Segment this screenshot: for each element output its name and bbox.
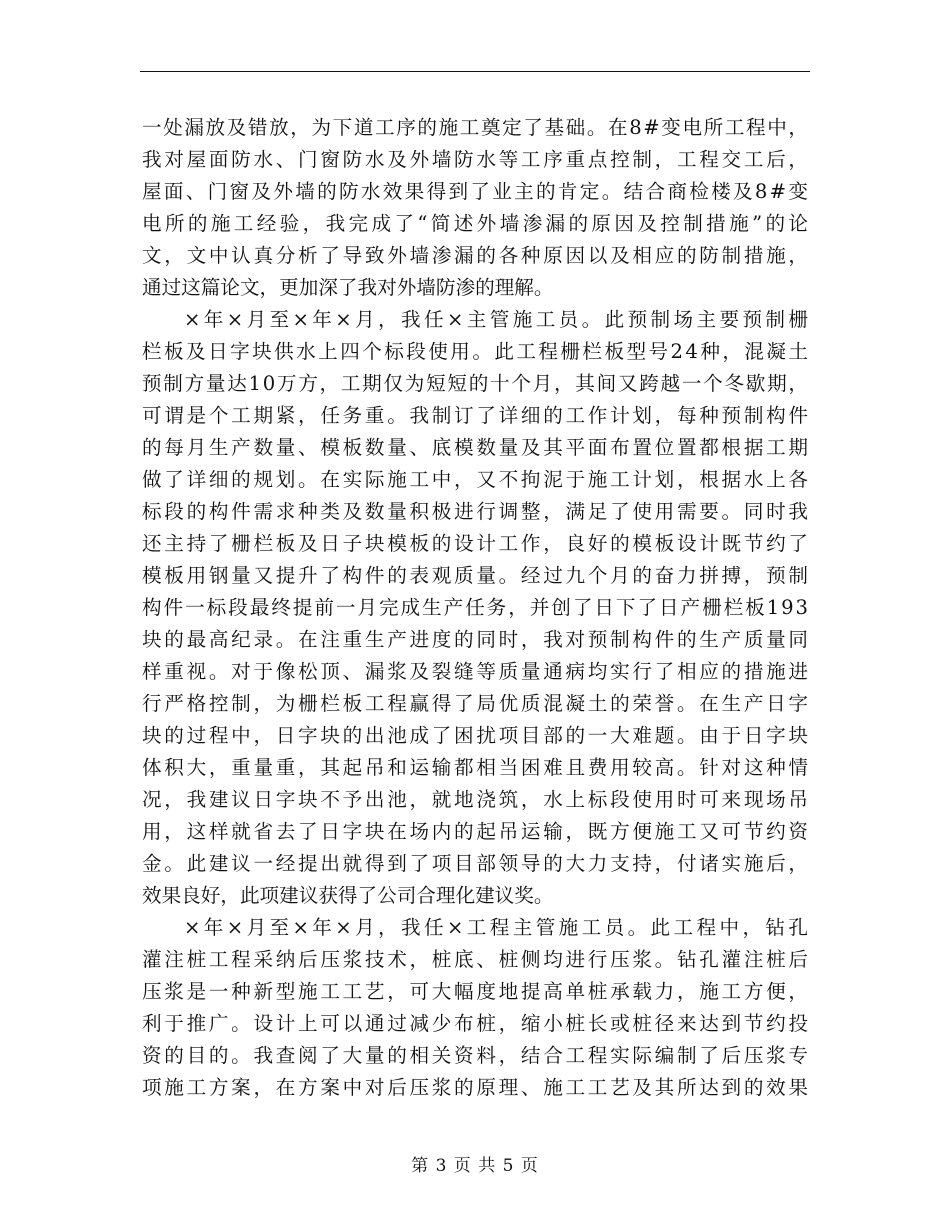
text-line: 样重视。对于像松顶、漏浆及裂缝等质量通病均实行了相应的措施进 [142,660,811,683]
text-line: 利于推广。设计上可以通过减少布桩，缩小桩长或桩径来达到节约投 [142,1012,811,1035]
text-line: 可谓是个工期紧，任务重。我制订了详细的工作计划，每种预制构件 [142,404,811,427]
header-rule [140,71,810,72]
text-line: 行严格控制，为栅栏板工程赢得了局优质混凝土的荣誉。在生产日字 [142,692,811,715]
text-line: 灌注桩工程采纳后压浆技术，桩底、桩侧均进行压浆。钻孔灌注桩后 [142,948,811,971]
text-line: 资的目的。我查阅了大量的相关资料，结合工程实际编制了后压浆专 [142,1044,811,1067]
text-line: 块的最高纪录。在注重生产进度的同时，我对预制构件的生产质量同 [142,628,811,651]
text-line: 金。此建议一经提出就得到了项目部领导的大力支持，付诸实施后， [142,852,811,875]
text-line: 屋面、门窗及外墙的防水效果得到了业主的肯定。结合商检楼及8#变 [142,180,811,203]
text-line: 栏板及日字块供水上四个标段使用。此工程栅栏板型号24种，混凝土 [142,340,811,363]
text-line: 标段的构件需求种类及数量积极进行调整，满足了使用需要。同时我 [142,500,811,523]
text-line: 还主持了栅栏板及日子块模板的设计工作，良好的模板设计既节约了 [142,532,811,555]
text-line: ×年×月至×年×月，我任×工程主管施工员。此工程中，钻孔 [184,916,812,939]
text-line: 做了详细的规划。在实际施工中，又不拘泥于施工计划，根据水上各 [142,468,811,491]
text-line: 况，我建议日字块不予出池，就地浇筑，水上标段使用时可来现场吊 [142,788,811,811]
text-line: 的每月生产数量、模板数量、底模数量及其平面布置位置都根据工期 [142,436,811,459]
text-line: 一处漏放及错放，为下道工序的施工奠定了基础。在8#变电所工程中， [142,116,810,139]
text-line: 压浆是一种新型施工工艺，可大幅度地提高单桩承载力，施工方便， [142,980,811,1003]
text-line: 电所的施工经验，我完成了“简述外墙渗漏的原因及控制措施”的论 [142,212,812,235]
text-line: 文，文中认真分析了导致外墙渗漏的各种原因以及相应的防制措施， [142,244,811,267]
document-body [142,112,812,1104]
text-line: 我对屋面防水、门窗防水及外墙防水等工序重点控制，工程交工后， [142,148,811,171]
text-line: 模板用钢量又提升了构件的表观质量。经过九个月的奋力拼搏，预制 [142,564,811,587]
text-line: 项施工方案，在方案中对后压浆的原理、施工工艺及其所达到的效果 [142,1076,811,1099]
text-line: 构件一标段最终提前一月完成生产任务，并创了日下了日产栅栏板193 [142,596,810,619]
text-line: 预制方量达10万方，工期仅为短短的十个月，其间又跨越一个冬歇期， [142,372,810,395]
text-line: 体积大，重量重，其起吊和运输都相当困难且费用较高。针对这种情 [142,756,811,779]
text-line: ×年×月至×年×月，我任×主管施工员。此预制场主要预制栅 [184,308,812,331]
text-line: 效果良好，此项建议获得了公司合理化建议奖。 [142,884,554,907]
text-line: 通过这篇论文，更加深了我对外墙防渗的理解。 [142,276,554,299]
text-line: 块的过程中，日字块的出池成了困扰项目部的一大难题。由于日字块 [142,724,811,747]
page-footer: 第 3 页 共 5 页 [411,1156,539,1176]
text-line: 用，这样就省去了日字块在场内的起吊运输，既方便施工又可节约资 [142,820,811,843]
